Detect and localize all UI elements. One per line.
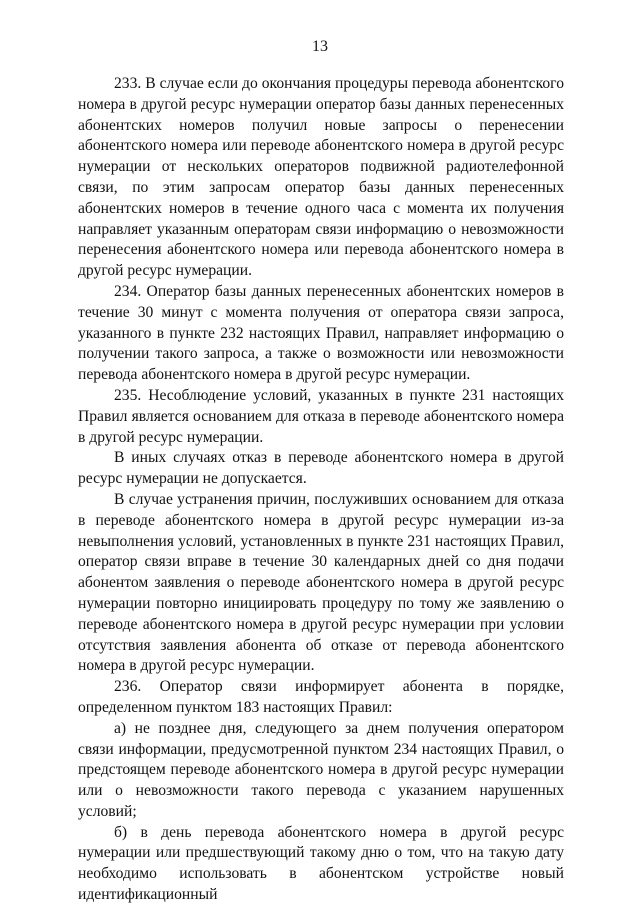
paragraph-234: 234. Оператор базы данных перенесенных абонентских номеров в течение 30 минут с момента получения от оператора связи запроса, указанного в пункте 232 настоящих Правил, направляет информацию о получении такого запроса, а также о возможности или невозможности перевода абонентского номера в другой ресурс нумерации. — [78, 282, 564, 384]
paragraph-236-item-b: б) в день перевода абонентского номера в другой ресурс нумерации или предшествующий такому дню о том, что на такую дату необходимо использовать в абонентском устройстве новый идентификационный — [78, 823, 564, 904]
document-body — [78, 74, 564, 906]
paragraph-236: 236. Оператор связи информирует абонента в порядке, определенном пунктом 183 настоящих Правил: — [78, 678, 564, 716]
paragraph-236-item-a: а) не позднее дня, следующего за днем получения оператором связи информации, предусмотренной пунктом 234 настоящих Правил, о предстоящем переводе абонентского номера в другой ресурс нумерации или о невозможности такого перевода с указанием нарушенных условий; — [78, 719, 564, 820]
paragraph-235-other-cases: В иных случаях отказ в переводе абонентского номера в другой ресурс нумерации не допускается. — [78, 449, 564, 488]
paragraph-235-elimination-of-causes: В случае устранения причин, послуживших основанием для отказа в переводе абонентского номера в другой ресурс нумерации из-за невыполнения условий, установленных в пункте 231 настоящих Правил, оператор связи вправе в течение 30 календарных дней со дня подачи абонентом заявления о переводе абонентского номера в другой ресурс нумерации повторно инициировать процедуру по тому же заявлению о переводе абонентского номера в другой ресурс нумерации при условии отсутствия заявления абонента об отказе от перевода абонентского номера в другой ресурс нумерации. — [78, 490, 564, 675]
page-number: 13 — [312, 38, 328, 55]
paragraph-233: 233. В случае если до окончания процедуры перевода абонентского номера в другой ресурс нумерации оператор базы данных перенесенных абонентских номеров получил новые запросы о перенесении абонентского номера или переводе абонентского номера в другой ресурс нумерации от нескольких операторов подвижной радиотелефонной связи, по этим запросам оператор базы данных перенесенных абонентских номеров в течение одного часа с момента их получения направляет указанным операторам связи информацию о невозможности перенесения абонентского номера или перевода абонентского номера в другой ресурс нумерации. — [78, 75, 564, 280]
paragraph-235: 235. Несоблюдение условий, указанных в пункте 231 настоящих Правил является основанием для отказа в переводе абонентского номера в другой ресурс нумерации. — [78, 386, 564, 446]
